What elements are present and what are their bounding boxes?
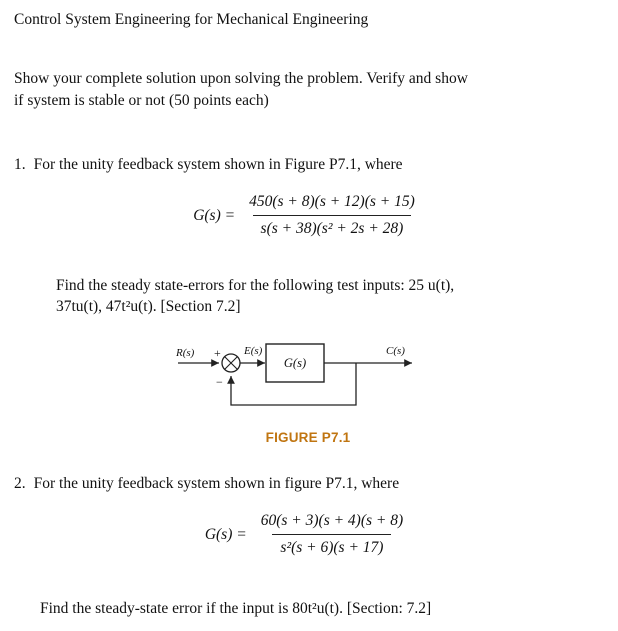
instructions-line-2: if system is stable or not (50 points each) xyxy=(14,92,269,109)
minus-sign: − xyxy=(216,375,223,389)
problem-2-statement xyxy=(14,473,602,495)
problem-1-task-line-1: Find the steady state-errors for the following test inputs: 25 u(t), xyxy=(56,277,455,294)
problem-1-task xyxy=(14,275,602,317)
problem-1-equation xyxy=(14,192,602,239)
problem-2-equation xyxy=(14,511,602,558)
equation-2-lhs: G(s) = xyxy=(204,525,247,543)
output-signal-label: C(s) xyxy=(386,345,405,357)
equation-1-fraction xyxy=(241,192,423,239)
instructions-line-1: Show your complete solution upon solving the problem. Verify and show xyxy=(14,70,468,87)
plus-sign: + xyxy=(214,346,221,360)
problem-2-number: 2. xyxy=(14,475,26,492)
problem-1-task-line-2: 37tu(t), 47t²u(t). [Section 7.2] xyxy=(56,298,241,315)
equation-1-denominator: s(s + 38)(s² + 2s + 28) xyxy=(253,215,412,239)
equation-2-denominator: s²(s + 6)(s + 17) xyxy=(272,534,391,558)
problem-2-text: For the unity feedback system shown in figure P7.1, where xyxy=(33,475,400,492)
block-diagram xyxy=(174,333,442,421)
equation-2-fraction xyxy=(253,511,411,558)
problem-1-text: For the unity feedback system shown in Figure P7.1, where xyxy=(33,156,403,173)
transfer-function-label: G(s) xyxy=(283,356,307,370)
input-signal-label: R(s) xyxy=(176,347,195,359)
figure-caption: FIGURE P7.1 xyxy=(265,430,351,445)
problem-2-task: Find the steady-state error if the input is 80t²u(t). [Section: 7.2] xyxy=(40,600,432,617)
figure-p7-1 xyxy=(174,333,442,445)
document-title: Control System Engineering for Mechanical Engineering xyxy=(14,11,369,28)
equation-1-numerator: 450(s + 8)(s + 12)(s + 15) xyxy=(249,193,415,210)
error-signal-label: E(s) xyxy=(244,345,263,357)
problem-1-statement xyxy=(14,154,602,176)
equation-2-numerator: 60(s + 3)(s + 4)(s + 8) xyxy=(260,512,404,529)
equation-1-lhs: G(s) = xyxy=(193,206,236,224)
instructions-paragraph xyxy=(14,68,602,112)
problem-1-number: 1. xyxy=(14,156,26,173)
